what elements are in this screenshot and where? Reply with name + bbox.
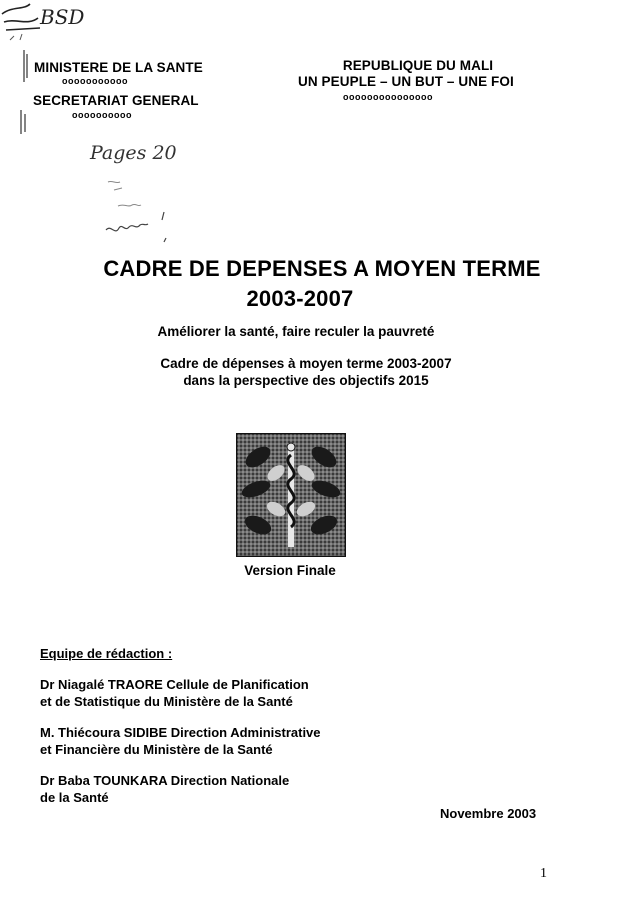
team-member-1-line-1: Dr Niagalé TRAORE Cellule de Planification	[40, 677, 309, 692]
ministry-name: MINISTERE DE LA SANTE	[34, 60, 203, 75]
scribble-text: BSD	[40, 5, 85, 29]
team-member-2-line-2: et Financière du Ministère de la Santé	[40, 742, 273, 757]
subtitle-line-2: dans la perspective des objectifs 2015	[183, 373, 429, 388]
document-date: Novembre 2003	[440, 806, 537, 821]
document-years: 2003-2007	[246, 286, 354, 311]
version-label: Version Finale	[244, 563, 336, 578]
handwritten-faint-notes	[88, 170, 208, 250]
subtitle-line-1: Cadre de dépenses à moyen terme 2003-2007	[160, 356, 452, 371]
team-member-3-line-1: Dr Baba TOUNKARA Direction Nationale	[40, 773, 290, 788]
motto-dots: ooooooooooooooo	[343, 92, 433, 102]
document-title: CADRE DE DEPENSES A MOYEN TERME	[103, 256, 541, 281]
secretariat-dots: oooooooooo	[72, 110, 132, 120]
ministry-dots: ooooooooooo	[62, 76, 128, 86]
page-number: 1	[540, 866, 547, 881]
national-motto: UN PEUPLE – UN BUT – UNE FOI	[298, 74, 514, 89]
team-member-1-line-2: et de Statistique du Ministère de la Santé	[40, 694, 293, 709]
team-member-3-line-2: de la Santé	[40, 790, 109, 805]
team-member-2-line-1: M. Thiécoura SIDIBE Direction Administrative	[40, 725, 321, 740]
country-name: REPUBLIQUE DU MALI	[342, 58, 494, 73]
emblem-logo	[236, 433, 346, 557]
secretariat-name: SECRETARIAT GENERAL	[33, 93, 199, 108]
scribble-annotation	[0, 0, 110, 50]
team-heading: Equipe de rédaction :	[40, 646, 173, 661]
subtitle-slogan: Améliorer la santé, faire reculer la pauvreté	[157, 324, 435, 339]
margin-marks	[18, 48, 32, 138]
handwritten-pages-note: Pages 20	[90, 142, 177, 164]
